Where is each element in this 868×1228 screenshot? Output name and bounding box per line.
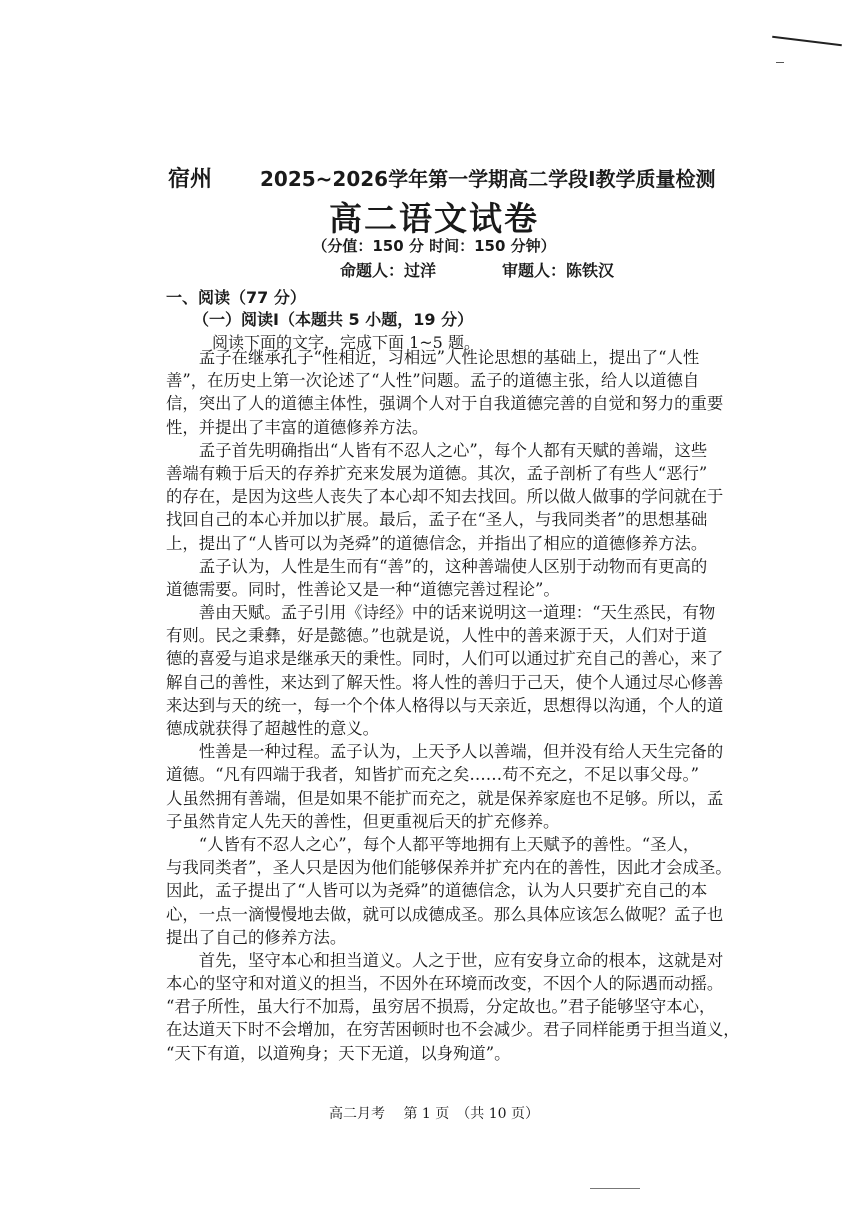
- text-line: 道德需要。同时，性善论又是一种“道德完善过程论”。: [166, 579, 560, 599]
- text-line: 孟子在继承孔子“性相近，习相远”人性论思想的基础上，提出了“人性: [166, 348, 700, 367]
- exam-header: [168, 162, 808, 193]
- text-line: 性善是一种过程。孟子认为，上天予人以善端，但并没有给人天生完备的: [166, 742, 724, 762]
- text-line: 德成就获得了超越性的意义。: [166, 719, 380, 738]
- exam-authors: [340, 258, 740, 281]
- reviewer: 审题人：陈铁汉: [502, 261, 615, 280]
- text-line: 有则。民之秉彝，好是懿德。”也就是说，人性中的善来源于天，人们对于道: [166, 626, 708, 646]
- text-line: 来达到与天的统一，每一个个体人格得以与天亲近，思想得以沟通，个人的道: [166, 695, 724, 715]
- scan-mark: [776, 62, 784, 63]
- header-city: 宿州: [168, 167, 213, 192]
- scan-mark: [772, 36, 842, 47]
- paragraph: [166, 555, 812, 601]
- text-line: 善由天赋。孟子引用《诗经》中的话来说明这一道理：“天生烝民，有物: [166, 603, 716, 623]
- page-footer: 高二月考 第 1 页 （共 10 页）: [329, 1106, 539, 1122]
- text-line: 人虽然拥有善端，但是如果不能扩而充之，就是保养家庭也不足够。所以，孟: [166, 788, 724, 808]
- page-title: 高二语文试卷: [329, 199, 539, 238]
- subsection-heading: （一）阅读Ⅰ（本题共 5 小题，19 分）: [193, 310, 474, 329]
- text-line: 因此，孟子提出了“人皆可以为尧舜”的道德信念，认为人只要扩充自己的本: [166, 881, 708, 901]
- section-heading: 一、阅读（77 分）: [166, 288, 306, 307]
- text-line: 在达道天下时不会增加，在穷苦困顿时也不会减少。君子同样能勇于担当道义，: [166, 1020, 740, 1040]
- text-line: “天下有道，以道殉身；天下无道，以身殉道”。: [166, 1043, 511, 1063]
- text-line: 的存在，是因为这些人丧失了本心却不知去找回。所以做人做事的学问就在于: [166, 487, 724, 507]
- paragraph: [166, 949, 812, 1065]
- text-line: 找回自己的本心并加以扩展。最后，孟子在“圣人，与我同类者”的思想基础: [166, 510, 708, 530]
- text-line: 心，一点一滴慢慢地去做，就可以成德成圣。那么具体应该怎么做呢？孟子也: [166, 904, 724, 924]
- text-line: 首先，坚守本心和担当道义。人之于世，应有安身立命的根本，这就是对: [166, 950, 724, 970]
- reading-passage: [166, 346, 812, 1065]
- text-line: 孟子认为，人性是生而有“善”的，这种善端使人区别于动物而有更高的: [166, 556, 708, 576]
- text-line: 孟子首先明确指出“人皆有不忍人之心”，每个人都有天赋的善端，这些: [166, 440, 708, 460]
- text-line: 提出了自己的修养方法。: [166, 927, 347, 947]
- text-line: 善端有赖于后天的存养扩充来发展为道德。其次，孟子剖析了有些人“恶行”: [166, 463, 708, 483]
- text-line: 道德。“凡有四端于我者，知皆扩而充之矣……苟不充之，不足以事父母。”: [166, 765, 700, 785]
- text-line: 本心的坚守和对道义的担当，不因外在环境而改变，不因个人的际遇而动摇。: [166, 974, 724, 994]
- exam-meta: （分值：150 分 时间：150 分钟）: [312, 237, 556, 255]
- text-line: 善”，在历史上第一次论述了“人性”问题。孟子的道德主张，给人以道德自: [166, 371, 700, 391]
- text-line: 与我同类者”，圣人只是因为他们能够保养并扩充内在的善性，因此才会成圣。: [166, 858, 732, 878]
- text-line: “君子所性，虽大行不加焉，虽穷居不损焉，分定故也。”君子能够坚守本心，: [166, 997, 716, 1017]
- text-line: 德的喜爱与追求是继承天的秉性。同时，人们可以通过扩充自己的善心，来了: [166, 649, 724, 669]
- setter: 命题人：过洋: [340, 261, 437, 280]
- text-line: “人皆有不忍人之心”，每个人都平等地拥有上天赋予的善性。“圣人，: [166, 834, 700, 854]
- instruction: 阅读下面的文字，完成下面 1~5 题。: [212, 333, 480, 352]
- paragraph: [166, 346, 812, 439]
- text-line: 性，并提出了丰富的道德修养方法。: [166, 417, 429, 437]
- text-line: 子虽然肯定人先天的善性，但更重视后天的扩充修养。: [166, 811, 560, 831]
- paragraph: [166, 833, 812, 949]
- paragraph: [166, 439, 812, 555]
- text-line: 上，提出了“人皆可以为尧舜”的道德信念，并指出了相应的道德修养方法。: [166, 533, 708, 553]
- scan-mark: [590, 1188, 640, 1189]
- text-line: 信，突出了人的道德主体性，强调个人对于自我道德完善的自觉和努力的重要: [166, 394, 724, 414]
- paragraph: [166, 740, 812, 833]
- paragraph: [166, 601, 812, 740]
- text-line: 解自己的善性，来达到了解天性。将人性的善归于己天，使个人通过尽心修善: [166, 672, 724, 692]
- header-term: 2025~2026学年第一学期高二学段Ⅰ教学质量检测: [260, 167, 716, 191]
